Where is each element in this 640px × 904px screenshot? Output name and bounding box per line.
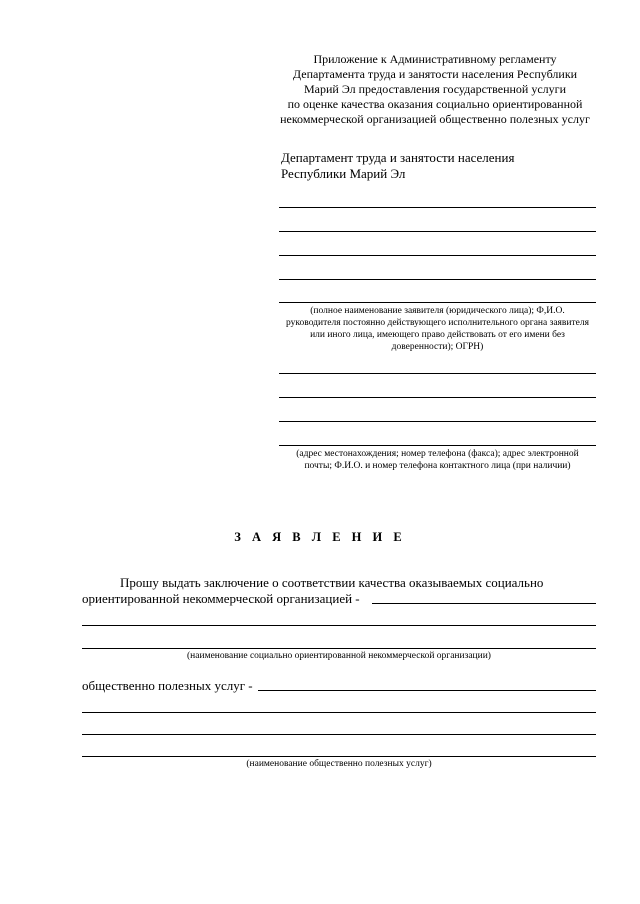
request-line-2: ориентированной некоммерческой организацией -	[82, 591, 360, 606]
applicant-caption	[270, 305, 605, 353]
org-name-field[interactable]	[82, 648, 596, 649]
address-field[interactable]	[279, 421, 596, 422]
appendix-line: некоммерческой организацией общественно полезных услуг	[280, 112, 590, 126]
appendix-line: Марий Эл предоставления государственной услуги	[304, 82, 566, 96]
address-caption	[270, 448, 605, 472]
addressee-block	[281, 150, 601, 182]
request-line-1: Прошу выдать заключение о соответствии качества оказываемых социально	[120, 575, 544, 590]
applicant-name-field[interactable]	[279, 207, 596, 208]
address-field[interactable]	[279, 373, 596, 374]
services-field[interactable]	[82, 756, 596, 757]
appendix-line: Департамента труда и занятости населения Республики	[292, 67, 578, 81]
document-title: З А Я В Л Е Н И Е	[234, 530, 406, 544]
appendix-header	[270, 52, 600, 127]
address-field[interactable]	[279, 445, 596, 446]
services-field[interactable]	[258, 690, 596, 691]
address-field[interactable]	[279, 397, 596, 398]
caption-line: (адрес местонахождения; номер телефона (факса); адрес электронной	[296, 449, 579, 459]
appendix-line: Приложение к Административному регламенту	[313, 52, 557, 66]
applicant-name-field[interactable]	[279, 231, 596, 232]
applicant-name-field[interactable]	[279, 255, 596, 256]
applicant-name-field[interactable]	[279, 279, 596, 280]
org-name-field[interactable]	[372, 603, 596, 604]
org-name-caption: (наименование социально ориентированной некоммерческой организации)	[187, 651, 491, 661]
caption-line: руководителя постоянно действующего исполнительного органа заявителя	[286, 318, 589, 328]
services-label: общественно полезных услуг -	[82, 678, 253, 693]
caption-line: (полное наименование заявителя (юридического лица); Ф,И.О.	[310, 306, 565, 316]
applicant-name-field[interactable]	[279, 302, 596, 303]
org-name-field[interactable]	[82, 625, 596, 626]
services-field[interactable]	[82, 712, 596, 713]
services-caption: (наименование общественно полезных услуг)	[246, 759, 432, 769]
addressee-line-1: Департамент труда и занятости населения	[281, 150, 515, 165]
caption-line: или иного лица, имеющего право действовать от его имени без	[310, 330, 565, 340]
caption-line: почты; Ф.И.О. и номер телефона контактного лица (при наличии)	[304, 461, 571, 471]
addressee-line-2: Республики Марий Эл	[281, 166, 406, 181]
services-field[interactable]	[82, 734, 596, 735]
appendix-line: по оценке качества оказания социально ориентированной	[287, 97, 583, 111]
caption-line: доверенности); ОГРН)	[391, 342, 484, 352]
